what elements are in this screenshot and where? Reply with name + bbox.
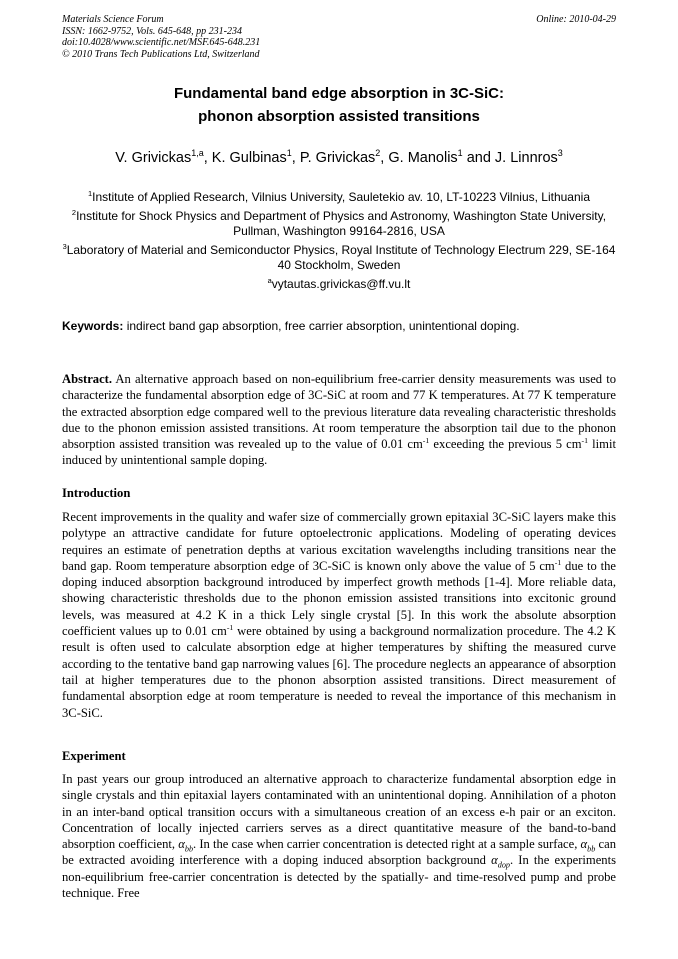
alpha-bb-symbol (178, 837, 194, 854)
experiment-text: can be extracted avoiding interference with a doping induced absorption background (62, 837, 616, 868)
author-affil-mark: 1 (286, 148, 292, 159)
paper-title (62, 82, 616, 128)
online-date: Online: 2010-04-29 (536, 14, 616, 25)
author-affil-mark: 1,a (191, 148, 204, 159)
experiment-text: . In the experiments non-equilibrium free-carrier concentration is detected by the spatially- and time-resolved pump and probe technique. Free (62, 853, 616, 901)
symbol: α (580, 837, 588, 852)
affiliation-text: Institute of Applied Research, Vilnius University, Sauletekio av. 10, LT-10223 Vilnius, Lithuania (92, 190, 590, 204)
affiliation-mark: 1 (88, 189, 93, 198)
author-name: G. Manolis (388, 150, 458, 166)
author-affil-mark: 2 (375, 148, 381, 159)
journal-copyright: © 2010 Trans Tech Publications Ltd, Switzerland (62, 48, 260, 60)
author-separator: , (291, 150, 300, 166)
author-list (62, 150, 616, 166)
experiment-heading: Experiment (62, 749, 126, 763)
abstract (62, 371, 616, 469)
superscript: -1 (554, 557, 562, 567)
journal-doi: doi:10.4028/www.scientific.net/MSF.645-648.231 (62, 37, 261, 48)
introduction-body (62, 509, 616, 721)
author-affil-mark: 3 (557, 148, 563, 159)
experiment-text: . In the case when carrier concentration is detected right at a sample surface, (193, 837, 581, 852)
affiliations (62, 190, 616, 295)
journal-header (62, 14, 616, 60)
alpha-dop-symbol (491, 853, 510, 870)
affiliation-text: Institute for Shock Physics and Department of Physics and Astronomy, Washington State University, Pullman, Washington 99164-2816, USA (76, 208, 607, 238)
author-separator: and (462, 150, 495, 166)
email-text: vytautas.grivickas@ff.vu.lt (271, 276, 411, 291)
affiliation-mark: a (267, 275, 272, 285)
intro-text: Recent improvements in the quality and wafer size of commercially grown epitaxial 3C-SiC layers make this polytype an attractive candidate for future optoelectronic applications. Modeling of operating devices requires an estimate of penetration depths at various excitation wavelengths including transitions near the band gap. Room temperature absorption edge of 3C-SiC is known only above the value of 5 cm (62, 510, 616, 573)
title-line-1: Fundamental band edge absorption in 3C-SiC: (173, 85, 504, 102)
symbol: α (491, 853, 498, 868)
keywords-text: indirect band gap absorption, free carrier absorption, unintentional doping. (123, 319, 520, 333)
keywords (62, 319, 616, 334)
superscript: -1 (581, 436, 589, 445)
abstract-text: limit induced by unintentional sample doping. (62, 437, 616, 468)
corresponding-email (62, 277, 616, 293)
keywords-label: Keywords: (62, 319, 124, 333)
author-name: V. Grivickas (115, 150, 192, 166)
affiliation-2 (62, 209, 616, 240)
alpha-bb-symbol (580, 837, 596, 854)
affiliation-mark: 3 (62, 241, 67, 251)
affiliation-mark: 2 (71, 207, 77, 217)
title-line-2: phonon absorption assisted transitions (198, 108, 480, 125)
subscript: bb (587, 844, 596, 854)
author-separator: , (203, 150, 212, 166)
affiliation-text: Laboratory of Material and Semiconductor Physics, Royal Institute of Technology Electrum 229, SE-164 40 Stockholm, Sweden (66, 242, 616, 272)
abstract-text: exceeding the previous 5 cm (429, 437, 582, 452)
subscript: bb (184, 844, 194, 854)
subscript: dop (497, 861, 510, 870)
author-affil-mark: 1 (457, 148, 463, 159)
intro-text: due to the doping induced absorption background introduced by imperfect growth methods [1-4]. More reliable data, showing characteristic thresholds due to the phonon emission assisted transitions into excitonic ground levels, was measured at 4.2 K in a thick Lely single crystal [5]. In this work the absolute absorption coefficient values up to 0.01 cm (62, 558, 616, 639)
abstract-label: Abstract. (62, 372, 113, 386)
intro-text: were obtained by using a background normalization procedure. The 4.2 K result is often used to calculate absorption edge at higher temperatures by shifting the measured curve according to the tentative band gap narrowing values [6]. The procedure neglects an appearance of absorption tail at higher temperatures due to the phonon absorption assisted transitions. Direct measurement of fundamental absorption edge at room temperature is needed to reveal the importance of this mechanism in 3C-SiC. (62, 624, 617, 720)
author-separator: , (380, 150, 389, 166)
author-name: J. Linnros (494, 150, 558, 166)
author-name: P. Grivickas (299, 150, 376, 166)
journal-name: Materials Science Forum (62, 14, 164, 25)
journal-info (62, 14, 616, 60)
affiliation-1 (62, 190, 616, 206)
experiment-text: In past years our group introduced an alternative approach to characterize fundamental absorption edge in single crystals and thin epitaxial layers contaminated with an unintentional doping. Annihilation of a photon in an inter-band optical transition occurs with a simultaneous creation of an excess e-h pair or an exciton. Concentration of locally injected carriers serves as a direct quantitative measure of the band-to-band absorption coefficient, (62, 772, 616, 852)
superscript: -1 (422, 436, 430, 445)
introduction-heading: Introduction (62, 486, 131, 500)
superscript: -1 (226, 622, 234, 632)
abstract-text: An alternative approach based on non-equilibrium free-carrier density measurements was used to characterize the fundamental absorption edge of 3C-SiC at room and 77 K temperatures. At 77 K temperature the extracted absorption edge compared well to the previous literature data revealing characteristic thresholds due to the phonon emission assisted transitions. At room temperature the absorption tail due to the phonon absorption assisted transition was revealed up to the value of 0.01 cm (62, 372, 616, 452)
experiment-body (62, 771, 616, 901)
journal-issn: ISSN: 1662-9752, Vols. 645-648, pp 231-234 (62, 25, 242, 37)
symbol: α (178, 837, 185, 852)
affiliation-3 (62, 243, 616, 274)
author-name: K. Gulbinas (211, 150, 287, 166)
